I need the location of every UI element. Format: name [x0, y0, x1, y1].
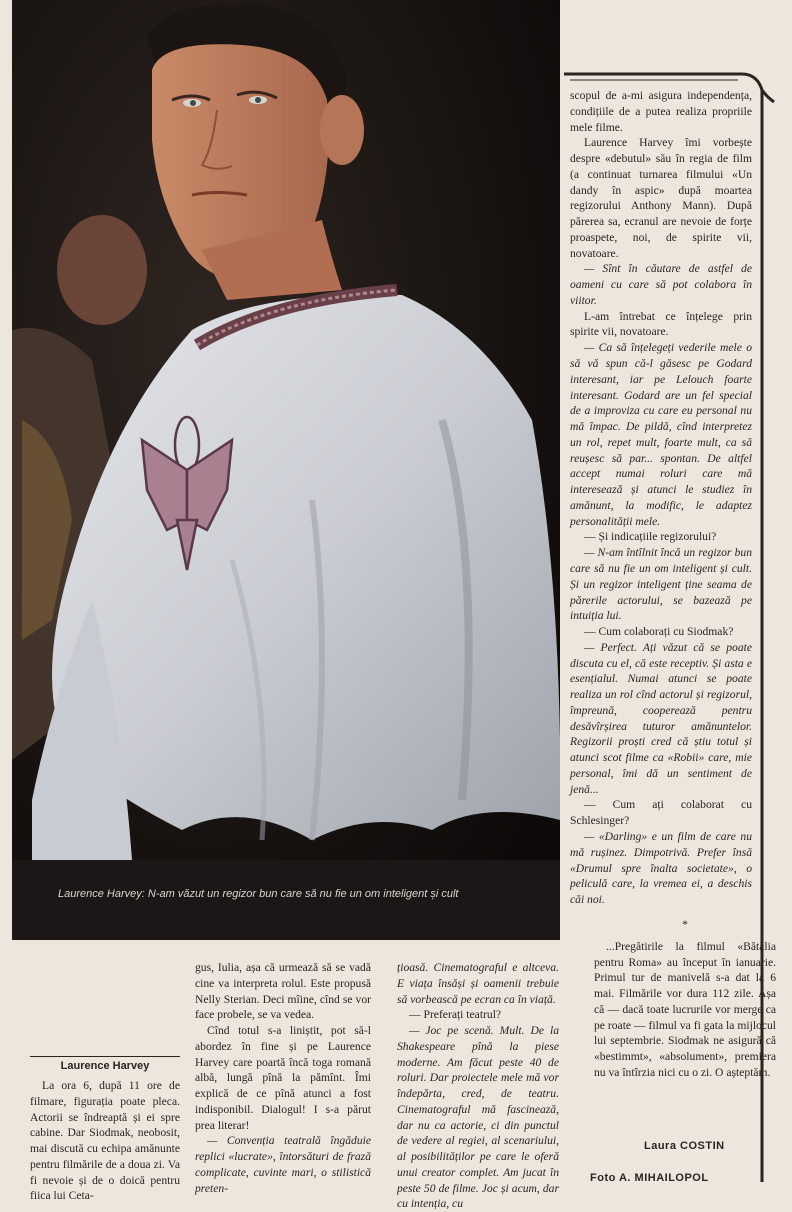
portrait-illustration [12, 0, 560, 940]
paragraph: — Joc pe scenă. Mult. De la Shakespeare pînă la piese moderne. Am făcut peste 40 de roluri. Dar proiectele mele mă vor îndepărta, cred, de teatru. Cinematograful mă fascinează, dar nu ca actorie, ci din punctul de vedere al regiei, al scenariului, al posibilităților pe care le oferă unui creator complet. Am jucat în peste 50 de filme. Joc și acum, dar cu intenția, cu [397, 1024, 559, 1211]
paragraph: La ora 6, după 11 ore de filmare, figurația poate pleca. Actorii se îndreaptă și ei spre cabine. Dar Siodmak, neobosit, mai discută cu echipa amănunte pentru filmările de a doua zi. Va fi nevoie și de o doică pentru fiica lui Ceta- [30, 1079, 180, 1203]
paragraph: — Perfect. Ați văzut că se poate discuta cu el, că este receptiv. Și asta e esențialul. Numai atunci se poate realiza un rol cînd actorul și regizorul, împreună, cooperează pentru desăvîrșirea tuturor amănuntelor. Regizorii proști cred că știu totul și atunci scot filme ca «Robii» care, mie personal, îmi dă un sentiment de jenă... [570, 640, 752, 796]
paragraph: gus, Iulia, așa că urmează să se vadă cine va interpreta rolul. Este propusă Nelly Sterian. Deci mîine, cînd se vor face probele, se va vedea. [195, 961, 371, 1022]
paragraph: — Cum ați colaborat cu Schlesinger? [570, 798, 752, 828]
paragraph: L-am întrebat ce înțelege prin spirite vii, novatoare. [570, 309, 752, 339]
paragraph: Cînd totul s-a liniștit, pot să-l abordez în fine și pe Laurence Harvey care poartă încă toga romană albă, lungă pînă la pămînt. Îmi explică de ce pînă atunci a fost indisponibil. Dialogul! I s-a părut prea literar! [195, 1024, 371, 1132]
section-heading: Laurence Harvey [30, 1056, 180, 1072]
paragraph: scopul de a-mi asigura independența, condițiile de a putea realiza propriile mele filme. [570, 89, 752, 134]
portrait-photo [12, 0, 560, 940]
paragraph: țioasă. Cinematograful e altceva. E viața însăși și oamenii trebuie să vorbească pe ecran ca în viață. [397, 961, 559, 1006]
column-1 [30, 1078, 180, 1204]
paragraph: — «Darling» e un film de care nu mă rușinez. Dimpotrivă. Prefer însă «Drumul spre înalta societate», o peliculă care, la vremea ei, a deschis căi noi. [570, 829, 752, 907]
paragraph: — Preferați teatrul? [409, 1008, 502, 1022]
right-column-text [570, 88, 752, 908]
photo-credit: Foto A. MIHAILOPOL [590, 1172, 709, 1184]
column-2 [195, 960, 371, 1196]
photo-caption: Laurence Harvey: N-am văzut un regizor bun care să nu fie un om inteligent și cult [58, 888, 459, 900]
paragraph: — Ca să înțelegeți vederile mele o să vă spun că-l găsesc pe Godard interesant, iar pe Lelouch foarte interesant. Godard are un fel special de a improviza cu care eu personal nu mă împac. De pildă, cînd interpretez un rol, repet mult, foarte mult, ca să reușesc să par... spontan. De altfel accept numai roluri care mă interesează și atunci le studiez în amănunt, la modific, le adaptez personalității mele. [570, 341, 752, 528]
author-name: Laura COSTIN [644, 1140, 725, 1152]
paragraph: — Și indicațiile regizorului? [584, 530, 717, 544]
separator: * [682, 918, 688, 931]
paragraph: — Cum colaborați cu Siodmak? [584, 625, 734, 639]
column-3 [397, 960, 559, 1212]
paragraph: ...Pregătirile la filmul «Bătălia pentru Roma» au început în ianuarie. Primul tur de manivelă s-a dat la 6 mai. Filmările vor dura 112 zile. Așa că — dacă toate lucrurile vor merge ca pe roate — filmul va fi gata la mijlocul lui septembrie. Siodmak ne asigură că «bestimmt», «absolument», premiera nu va întîrzia nici cu o zi. O așteptăm. [594, 939, 776, 1079]
paragraph: Laurence Harvey îmi vorbește despre «debutul» său în regia de film (a continuat turnarea filmului «Un dandy în aspic» după moartea regizorului Anthony Mann). După părerea sa, ecranul are nevoie de forțe proaspete, noi, de spirite vii, novatoare. [570, 136, 752, 260]
paragraph: — N-am întîlnit încă un regizor bun care să nu fie un om inteligent și cult. Și un regizor inteligent ține seama de părerile actorului, se bazează pe intuiția lui. [570, 546, 752, 623]
paragraph: — Sînt în căutare de astfel de oameni cu care să pot colabora în viitor. [570, 262, 752, 307]
paragraph: — Convenția teatrală îngăduie replici «lucrate», întorsături de frază complicate, cuvinte mari, o stilistică preten- [195, 1134, 371, 1195]
column-4 [594, 915, 776, 1081]
